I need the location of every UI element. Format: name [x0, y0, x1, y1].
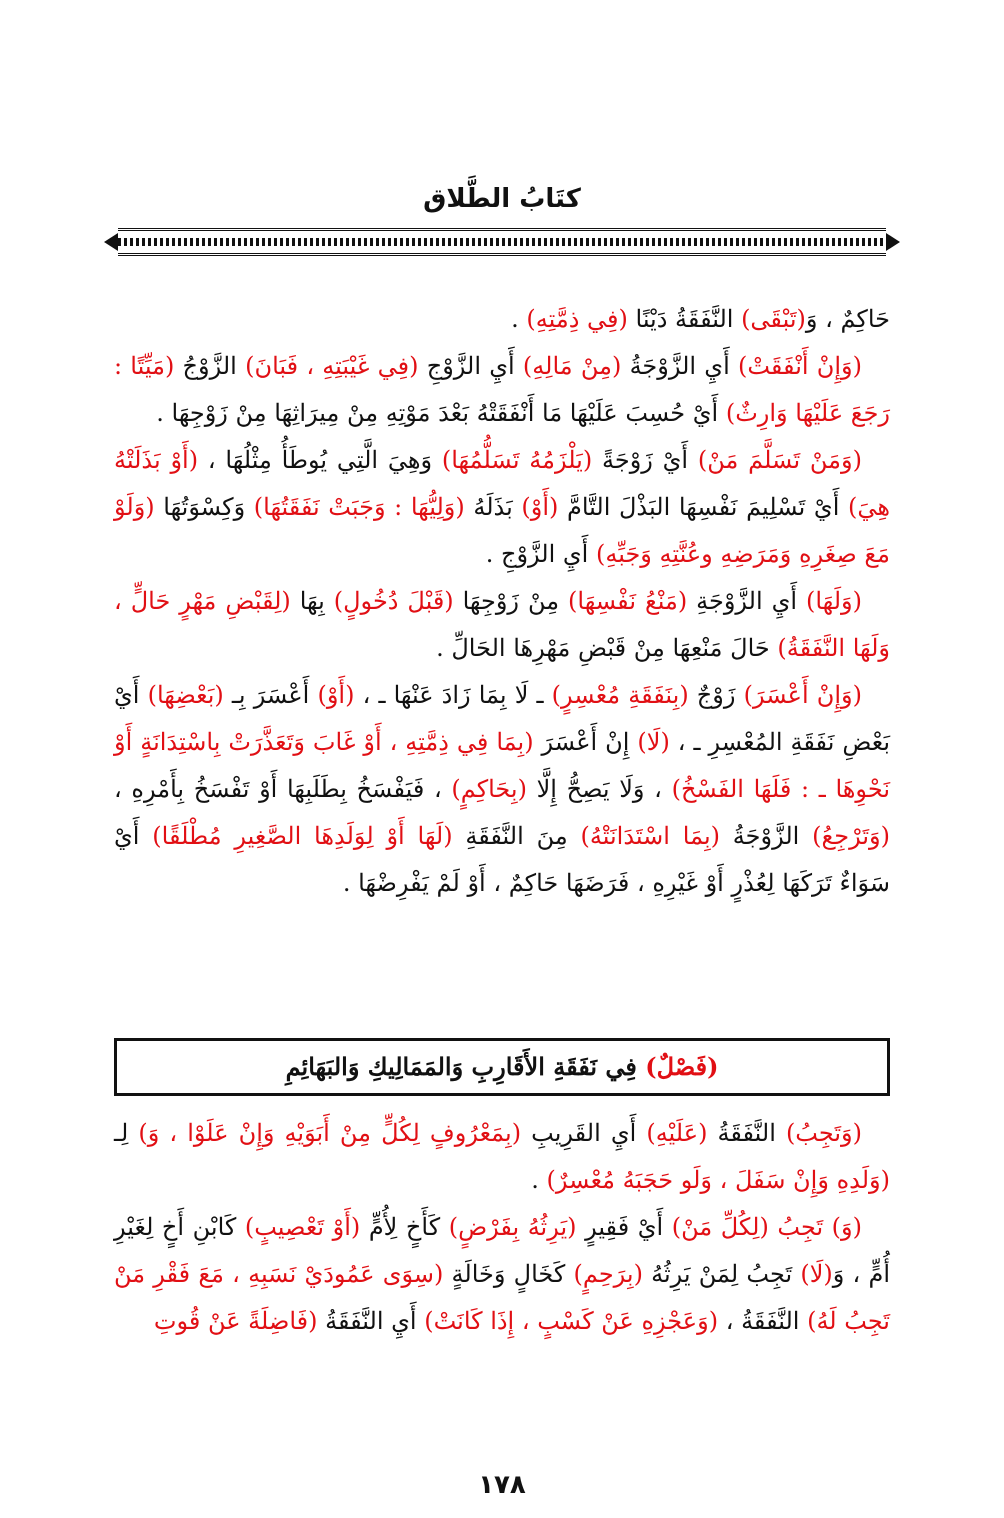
matn-text-run: (لَا): [637, 728, 670, 756]
matn-text-run: (تَبْقَى): [741, 305, 806, 333]
matn-text-run: (سِوَى عَمُودَيْ نَسَبِهِ ، مَعَ فَقْرِ مَنْ تَجِبُ لَهُ): [114, 1260, 890, 1335]
matn-text-run: (فِي ذِمَّتِهِ): [526, 305, 628, 333]
matn-text-run: (فَاضِلَةً عَنْ قُوتِ: [153, 1307, 318, 1335]
sharh-text-run: الزَّوْجَةُ: [720, 822, 813, 850]
matn-text-run: (وَ) تَجِبُ (لِكُلِّ مَنْ): [671, 1213, 863, 1241]
matn-text-run: (وَلَدِهِ وَإِنْ سَفَلَ ، وَلَو حَجَبَهُ مُعْسِرٌ): [546, 1166, 890, 1194]
sharh-text-run: بِهَا: [290, 587, 334, 615]
sharh-text-run: أَيْ فَقِيرٍ: [576, 1213, 672, 1241]
sharh-text-run: النَّفَقَةُ دَيْنًا: [627, 305, 742, 333]
sharh-text-run: أَيِ القَرِيبِ: [521, 1119, 647, 1147]
paragraph: [114, 1110, 890, 1204]
sharh-text-run: أَيْ زَوْجَةً: [592, 446, 698, 474]
matn-text-run: (مَنْعُ نَفْسِهَا): [568, 587, 688, 615]
sharh-text-run: ، فَيَفْسَخُ بِطَلَبِهَا أَوْ تَفْسَخُ بِأَمْرِهِ ،: [114, 775, 452, 803]
sharh-text-run: حَاكِمٌ ، وَ: [805, 305, 890, 333]
matn-text-run: (أَوْ): [521, 493, 559, 521]
paragraph: [114, 296, 890, 343]
matn-text-run: (أَوْ): [317, 681, 355, 709]
matn-text-run: (وَلَوْ مَعَ صِغَرِهِ وَمَرَضِهِ وعُنَّتِهِ وَجَبِّهِ): [114, 493, 890, 568]
sharh-text-run: وَهِيَ الَّتِي يُوطَأُ مِثْلُهَا ،: [198, 446, 442, 474]
sharh-text-run: أَيِ النَّفَقَةُ: [317, 1307, 425, 1335]
sharh-text-run: أَعْسَرَ بِـ: [223, 681, 318, 709]
matn-text-run: (لَا): [800, 1260, 833, 1288]
sharh-text-run: أَيْ تَسْلِيمَ نَفْسِهَا البَذْلَ التَّامَّ: [558, 493, 848, 521]
sharh-text-run: ، وَلَا يَصِحُّ إِلَّا: [526, 775, 672, 803]
matn-text-run: (أَوْ بَذَلَتْهُ هِيَ): [114, 446, 891, 521]
running-head: كتَابُ الطَّلاق: [423, 184, 581, 214]
matn-text-run: (وَإِنْ أَنْفَقَتْ): [737, 352, 863, 380]
matn-text-run: (لِقَبْضِ مَهْرٍ حَالٍّ ، وَلَهَا النَّفَقَةُ): [114, 587, 890, 662]
matn-text-run: (وَإِنْ أَعْسَرَ): [743, 681, 862, 709]
matn-text-run: (وَمَنْ تَسَلَّمَ مَنْ): [697, 446, 862, 474]
sharh-text-run: أَيْ سَوَاءٌ تَرَكَهَا لِعُذْرٍ أَوْ غَيْرِهِ ، فَرَضَهَا حَاكِمٌ ، أَوْ لَمْ يَفْرِضْهَا .: [114, 822, 890, 897]
sharh-text-run: كَابْنِ أَخٍ لِغَيْرِ أُمٍّ ، وَ: [114, 1213, 890, 1288]
matn-text-run: (يَرِثُهُ بِفَرْضٍ): [448, 1213, 577, 1241]
matn-text-run: (وَلِيُّهَا : وَجَبَتْ نَفَقَتُهَا): [253, 493, 465, 521]
matn-text-run: (بِمَا فِي ذِمَّتِهِ ، أَوْ غَابَ وَتَعَذَّرَتْ بِاسْتِدَانَةٍ أَوْ نَحْوِهَا ـ : فَلَهَا الفَسْخُ): [114, 728, 890, 803]
matn-text-run: (مِنْ مَالِهِ): [522, 352, 622, 380]
matn-text-run: (بِمَا اسْتَدَانَتْهُ): [580, 822, 720, 850]
matn-text-run: (بِرَحِمٍ): [573, 1260, 643, 1288]
matn-text-run: (وَتَجِبُ): [785, 1119, 862, 1147]
matn-text-run: (بِحَاكِمٍ): [451, 775, 527, 803]
sharh-text-run: .: [511, 305, 527, 333]
sharh-text-run: مِنَ النَّفَقَةِ: [452, 822, 581, 850]
sharh-text-run: أَيِ الزَّوْجَةِ: [687, 587, 806, 615]
matn-text-run: (أَوْ تَعْصِيبٍ): [244, 1213, 361, 1241]
matn-text-run: (قَبْلَ دُخُولٍ): [333, 587, 454, 615]
sharh-text-run: لِـ: [114, 1119, 139, 1147]
matn-text-run: (مَيِّتًا : رَجَعَ عَلَيْهَا وَارِثٌ): [114, 352, 890, 427]
sharh-text-run: مِنْ زَوْجِهَا: [453, 587, 569, 615]
matn-text-run: (وَلَهَا): [806, 587, 863, 615]
sharh-text-run: زَوْجٌ: [688, 681, 744, 709]
sharh-text-run: النَّفَقَةُ ،: [718, 1307, 808, 1335]
sharh-text-run: أَيِ الزَّوْجَةُ: [621, 352, 738, 380]
sharh-text-run: أَيْ بَعْضِ نَفَقَةِ المُعْسِرِ ـ ،: [114, 681, 890, 756]
sharh-text-run: حَالَ مَنْعِهَا مِنْ قَبْضِ مَهْرِهَا الحَالِّ .: [436, 634, 778, 662]
ornament-divider: [118, 228, 886, 256]
sharh-text-run: النَّفَقَةُ: [707, 1119, 786, 1147]
sharh-text-run: أَيِ الزَّوْجِ: [418, 352, 523, 380]
matn-text-run: (بَعْضِهَا): [147, 681, 224, 709]
sharh-text-run: تَجِبُ لِمَنْ يَرِثُهُ: [642, 1260, 801, 1288]
paragraph: [114, 343, 890, 437]
sharh-text-run: كَأَخٍ لِأُمٍّ: [360, 1213, 449, 1241]
matn-text-run: (بِمَعْرُوفٍ لِكُلٍّ مِنْ أَبَوَيْهِ وَإِنْ عَلَوْا ، وَ): [138, 1119, 522, 1147]
matn-text-run: (فَصْلٌ): [645, 1052, 719, 1081]
matn-text-run: (وَعَجْزِهِ عَنْ كَسْبٍ ، إِذَا كَانَتْ): [424, 1307, 719, 1335]
sharh-text-run: وَكِسْوَتُهَا: [154, 493, 254, 521]
sharh-text-run: أَيِ الزَّوْجِ .: [485, 540, 596, 568]
sharh-text-run: كَخَالٍ وَخَالَةٍ: [443, 1260, 574, 1288]
matn-text-run: (يَلْزَمُهُ تَسَلُّمُهَا): [441, 446, 593, 474]
matn-text-run: (بِنَفَقَةِ مُعْسِرٍ): [551, 681, 689, 709]
text-block-2: [114, 1110, 890, 1345]
sharh-text-run: ـ لَا بِمَا زَادَ عَنْهَا ـ ،: [354, 681, 552, 709]
matn-text-run: (وَتَرْجِعُ): [812, 822, 890, 850]
sharh-text-run: فِي نَفَقَةِ الأَقَارِبِ وَالمَمَالِيكِ وَالبَهَائِمِ: [285, 1052, 646, 1081]
page-number: ١٧٨: [478, 1470, 526, 1500]
matn-text-run: (عَلَيْهِ): [646, 1119, 708, 1147]
matn-text-run: (لَهَا أَوْ لِوَلَدِهَا الصَّغِيرِ مُطْلَقًا): [152, 822, 453, 850]
paragraph: [114, 578, 890, 672]
matn-text-run: (فِي غَيْبَتِهِ ، فَبَانَ): [245, 352, 419, 380]
sharh-text-run: أَيْ حُسِبَ عَلَيْهَا مَا أَنْفَقَتْهُ بَعْدَ مَوْتِهِ مِنْ مِيرَاثِهَا مِنْ زَوْجِهَا .: [156, 399, 726, 427]
paragraph: [114, 1204, 890, 1345]
section-heading-box: [114, 1038, 890, 1096]
paragraph: [114, 437, 890, 578]
text-block-1: [114, 296, 890, 907]
paragraph: [114, 672, 890, 907]
sharh-text-run: بَذَلَهُ: [464, 493, 522, 521]
sharh-text-run: إِنْ أَعْسَرَ: [533, 728, 638, 756]
sharh-text-run: .: [531, 1166, 547, 1194]
sharh-text-run: الزَّوْجُ: [174, 352, 246, 380]
